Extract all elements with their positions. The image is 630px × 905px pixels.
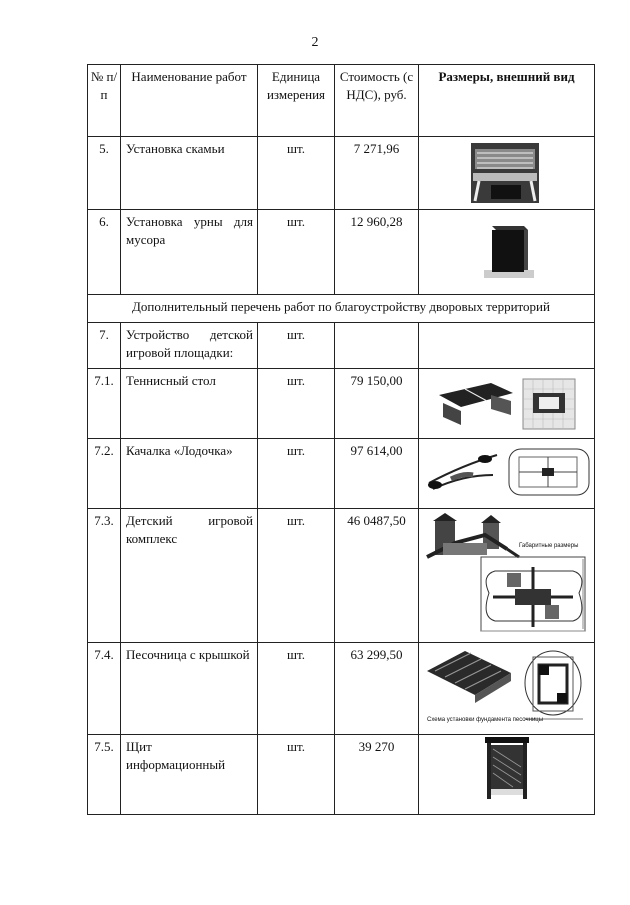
playground-complex-drawing	[419, 509, 595, 643]
row-cost	[335, 323, 419, 369]
works-table	[87, 64, 595, 815]
row-num: 7.2.	[88, 439, 121, 509]
row-name: Качалка «Лодочка»	[121, 439, 258, 509]
sandbox-scheme-label: Схема установки фундамента песочницы	[427, 717, 544, 723]
row-num: 7.5.	[88, 735, 121, 815]
section-row	[88, 295, 595, 323]
row-unit: шт.	[258, 643, 335, 735]
row-name: Детский игровой комплекс	[121, 509, 258, 643]
row-unit: шт.	[258, 210, 335, 295]
row-cost: 12 960,28	[335, 210, 419, 295]
header-unit: Единица измерения	[258, 65, 335, 137]
row-unit: шт.	[258, 137, 335, 210]
header-num: № п/п	[88, 65, 121, 137]
row-name: Установка урны для мусора	[121, 210, 258, 295]
table-row	[88, 369, 595, 439]
row-unit: шт.	[258, 323, 335, 369]
row-image-empty	[419, 323, 595, 369]
boat-swing-drawing	[419, 439, 595, 509]
row-num: 7.3.	[88, 509, 121, 643]
table-row	[88, 210, 595, 295]
header-name: Наименование работ	[121, 65, 258, 137]
row-cost: 46 0487,50	[335, 509, 419, 643]
row-name: Установка скамьи	[121, 137, 258, 210]
row-num: 5.	[88, 137, 121, 210]
row-cost: 79 150,00	[335, 369, 419, 439]
table-row	[88, 137, 595, 210]
row-cost: 7 271,96	[335, 137, 419, 210]
row-cost: 97 614,00	[335, 439, 419, 509]
row-cost: 63 299,50	[335, 643, 419, 735]
row-num: 7.	[88, 323, 121, 369]
tennis-table-drawing	[419, 369, 595, 439]
table-row	[88, 643, 595, 735]
row-unit: шт.	[258, 509, 335, 643]
playground-dims-label: Габаритные размеры	[519, 543, 579, 549]
row-name: Щит информационный	[121, 735, 258, 815]
table-row	[88, 735, 595, 815]
page-number: 2	[311, 35, 319, 50]
row-num: 6.	[88, 210, 121, 295]
table-row	[88, 509, 595, 643]
row-name: Песочница с крышкой	[121, 643, 258, 735]
row-cost: 39 270	[335, 735, 419, 815]
table-header-row	[88, 65, 595, 137]
info-board-photo	[419, 735, 595, 815]
row-name: Теннисный стол	[121, 369, 258, 439]
table-row	[88, 439, 595, 509]
bench-photo	[419, 137, 595, 210]
row-name: Устройство детской игровой площадки:	[121, 323, 258, 369]
trash-bin-photo	[419, 210, 595, 295]
table-row	[88, 323, 595, 369]
row-num: 7.1.	[88, 369, 121, 439]
row-unit: шт.	[258, 439, 335, 509]
section-title: Дополнительный перечень работ по благоустройству дворовых территорий	[88, 295, 595, 323]
row-unit: шт.	[258, 369, 335, 439]
header-view: Размеры, внешний вид	[419, 65, 595, 137]
row-num: 7.4.	[88, 643, 121, 735]
row-unit: шт.	[258, 735, 335, 815]
sandbox-drawing	[419, 643, 595, 735]
header-cost: Стоимость (с НДС), руб.	[335, 65, 419, 137]
